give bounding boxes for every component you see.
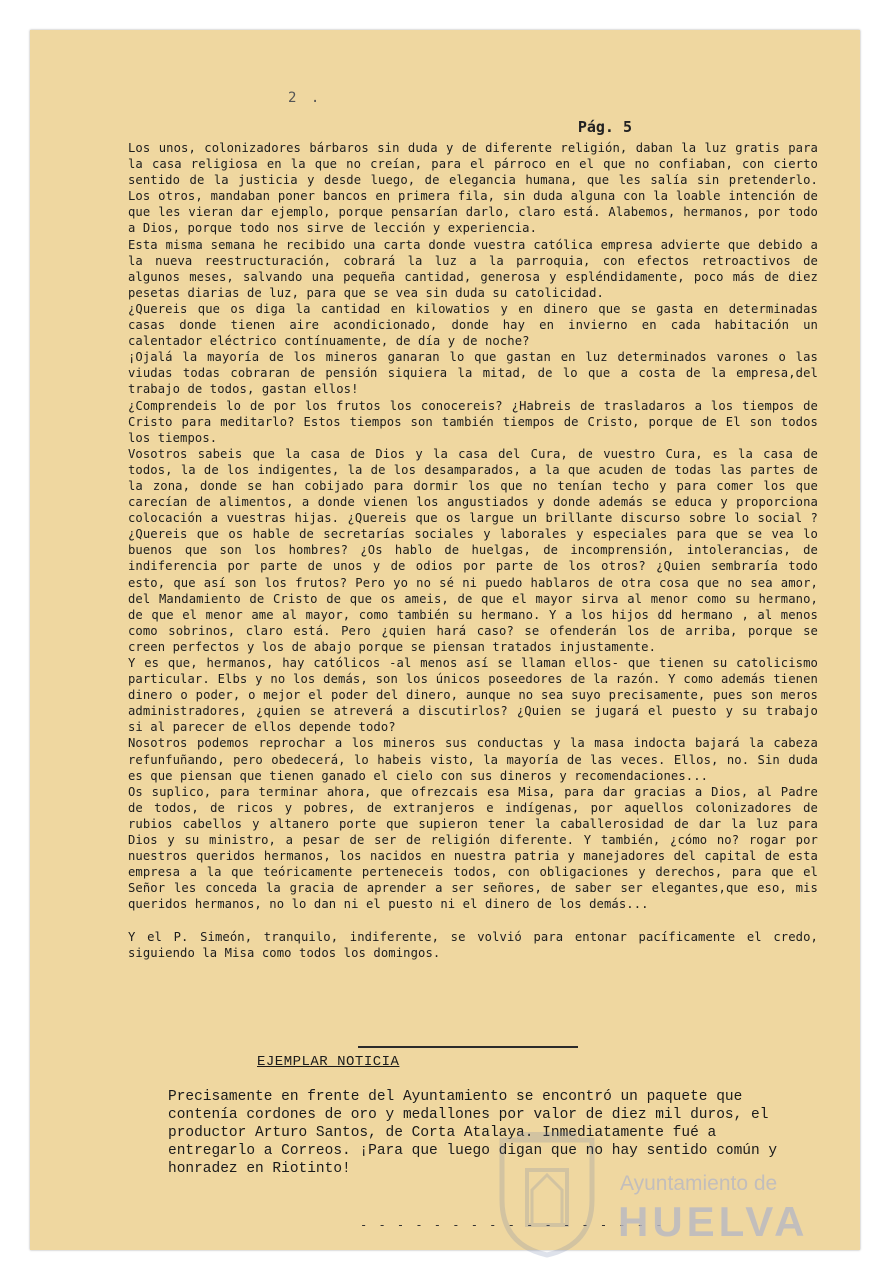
page-number: Pág. 5 [577,118,632,136]
top-mark: 2 . [288,90,323,106]
paragraph: Nosotros podemos reprochar a los mineros sus conductas y la masa indocta bajará la cabeza refunfuñando, pero obedecerá, lo habeis visto, la mayoría de las veces. Ellos, no. Sin duda es que piensan que tienen ganado el cielo con sus dineros y recomendaciones... [128,736,818,783]
paragraph: ¡Ojalá la mayoría de los mineros ganaran lo que gastan en luz determinados varones o las viudas todas cobraran de pensión siquiera la mitad, de lo que a costa de la empresa,del trabajo de todos, gastan ellos! [128,350,818,397]
paragraph: Vosotros sabeis que la casa de Dios y la casa del Cura, de vuestro Cura, es la casa de todos, la de los indigentes, la de los desamparados, a la que acuden de todas las partes de la zona, donde se han cobijado para dormir los que no tenían techo y para comer los que carecían de alimentos, a donde vienen los angustiados y donde además se educa y proporciona colocación a vuestras hijas. ¿Quereis que os largue un brillante discurso sobre lo social ? ¿Quereis que os hable de secretarías sociales y laborales y especiales para que se vea lo buenos que son los hombres? ¿Os hablo de huelgas, de incomprensión, intolerancias, de indiferencia por parte de unos y de odios por parte de los otros? ¿Quien sembraría todo esto, que así son los frutos? Pero yo no sé ni puedo hablaros de otra cosa que no sea amor, del Mandamiento de Cristo de que os ameis, de que el mayor sirva al menor como su hermano, de que el menor ame al mayor, como también su hermano. Y a los hijos dd hermano , al menos como sobrinos, claro está. Pero ¿quien hará caso? se ofenderán los de arriba, porque se creen perfectos y los de abajo porque se piensan tratados injustamente. [128,446,818,654]
paragraph: Y es que, hermanos, hay católicos -al menos así se llaman ellos- que tienen su catolicismo particular. Elbs y no los demás, son los únicos poseedores de la razón. Y como además tienen dinero o poder, o mejor el poder del dinero, aunque no sea suyo precisamente, pues son meros administradores, ¿quien se atreverá a discutirlos? ¿Quien se jugará el puesto y su trabajo si al parecer de ellos depende todo? [128,656,818,735]
paragraph: Esta misma semana he recibido una carta donde vuestra católica empresa advierte que debido a la nueva reestructuración, cobrará la luz a la parroquia, con efectos retroactivos de algunos meses, salvando una pequeña cantidad, generosa y espléndidamente, poco más de diez pesetas diarias de luz, para que se vea sin duda su catolicidad. [128,237,818,300]
notice-text: Precisamente en frente del Ayuntamiento se encontró un paquete que contenía cordones de oro y medallones por valor de diez mil duros, el productor Arturo Santos, de Corta Atalaya. Inmediatamente fué a entregarlo a Correos. ¡Para que luego digan que no hay sentido común y honradez en Riotinto! [168,1089,778,1177]
paragraph: Los unos, colonizadores bárbaros sin duda y de diferente religión, daban la luz gratis para la casa religiosa en la que no creían, para el párroco en el que no confiaban, con cierto sentido de la justicia y desde luego, de elegancia humana, que les salía sin pretenderlo. Los otros, mandaban poner bancos en primera fila, sin duda alguna con la loable intención de que les vieran dar ejemplo, porque pensarían darlo, claro está. Alabemos, hermanos, por todo a Dios, porque todo nos sirve de lección y experiencia. [128,141,818,236]
watermark-line2: HUELVA [618,1198,809,1245]
paragraph: Y el P. Simeón, tranquilo, indiferente, se volvió para entonar pacíficamente el credo, siguiendo la Misa como todos los domingos. [128,929,818,960]
city-seal-watermark-icon [492,1130,602,1260]
watermark-line1: Ayuntamiento de [620,1172,778,1195]
document-page [30,30,860,1250]
paragraph: ¿Comprendeis lo de por los frutos los conocereis? ¿Habreis de trasladaros a los tiempos de Cristo para meditarlo? Estos tiempos son también tiempos de Cristo, porque de El son todos los tiempos. [128,398,818,445]
paragraph: Os suplico, para terminar ahora, que ofrezcais esa Misa, para dar gracias a Dios, al Padre de todos, de ricos y pobres, de extranjeros e indígenas, por aquellos colonizadores de rubios cabellos y altanero porte que supieron tener la caballerosidad de dar la luz para Dios y su ministro, a pesar de ser de religión diferente. Y también, ¿cómo no? rogar por nuestros queridos hermanos, los nacidos en nuestra patria y manejadores del capital de esta empresa a la que teóricamente perteneceis todos, con obligaciones y derechos, para que el Señor les conceda la gracia de aprender a ser señores, de saber ser elegantes,que eso, mis queridos hermanos, no lo dan ni el puesto ni el dinero de los demás... [128,784,818,912]
footer-dashes: - - - - - - - - - - - - - - - - - [360,1218,665,1232]
sermon-text [128,140,818,961]
section-divider [358,1046,578,1048]
notice-title: EJEMPLAR NOTICIA [257,1054,400,1070]
paragraph: ¿Quereis que os diga la cantidad en kilowatios y en dinero que se gasta en determinadas casas donde tienen aire acondicionado, donde hay en invierno en cada habitación un calentador eléctrico contínuamente, de día y de noche? [128,301,818,349]
